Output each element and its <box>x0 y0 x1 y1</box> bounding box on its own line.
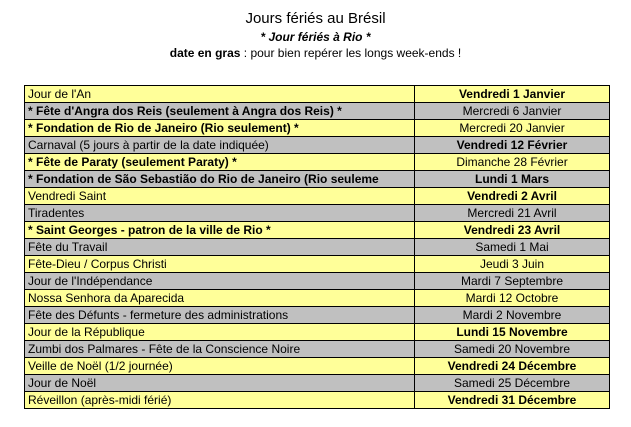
holiday-date-cell: Mercredi 20 Janvier <box>415 120 610 137</box>
holiday-date-cell: Vendredi 24 Décembre <box>415 358 610 375</box>
holiday-row <box>25 120 610 137</box>
holiday-date-cell: Jeudi 3 Juin <box>415 256 610 273</box>
holiday-date-cell: Mercredi 6 Janvier <box>415 103 610 120</box>
holiday-row <box>25 307 610 324</box>
holiday-row <box>25 375 610 392</box>
holiday-date-cell: Vendredi 31 Décembre <box>415 392 610 409</box>
holiday-row <box>25 171 610 188</box>
holiday-row <box>25 137 610 154</box>
holiday-name-cell: Carnaval (5 jours à partir de la date indiquée) <box>25 137 415 154</box>
legend-note-text: : pour bien repérer les longs week-ends ! <box>240 46 462 60</box>
holiday-row <box>25 205 610 222</box>
holiday-row <box>25 290 610 307</box>
holiday-date-cell: Mercredi 21 Avril <box>415 205 610 222</box>
page-title: Jours fériés au Brésil <box>245 10 386 27</box>
holiday-date-cell: Mardi 2 Novembre <box>415 307 610 324</box>
holiday-row <box>25 273 610 290</box>
page-subtitle: * Jour fériés à Rio * <box>260 30 371 44</box>
holiday-name-cell: Veille de Noël (1/2 journée) <box>25 358 415 375</box>
holiday-name-cell: Jour de l'An <box>25 86 415 103</box>
holiday-row <box>25 358 610 375</box>
holiday-row <box>25 103 610 120</box>
holiday-name-cell: Zumbi dos Palmares - Fête de la Conscience Noire <box>25 341 415 358</box>
holiday-name-cell: * Saint Georges - patron de la ville de Rio * <box>25 222 415 239</box>
holiday-date-cell: Lundi 15 Novembre <box>415 324 610 341</box>
holiday-date-cell: Samedi 1 Mai <box>415 239 610 256</box>
holiday-name-cell: * Fondation de São Sebastião do Rio de Janeiro (Rio seuleme <box>25 171 415 188</box>
holiday-row <box>25 341 610 358</box>
holiday-row <box>25 222 610 239</box>
holiday-name-cell: Réveillon (après-midi férié) <box>25 392 415 409</box>
holiday-row <box>25 256 610 273</box>
holiday-row <box>25 154 610 171</box>
holiday-name-cell: * Fête de Paraty (seulement Paraty) * <box>25 154 415 171</box>
holiday-date-cell: Vendredi 2 Avril <box>415 188 610 205</box>
holiday-row <box>25 324 610 341</box>
legend-note-bold: date en gras <box>169 46 241 60</box>
holiday-name-cell: Fête-Dieu / Corpus Christi <box>25 256 415 273</box>
holiday-name-cell: * Fête d'Angra dos Reis (seulement à Angra dos Reis) * <box>25 103 415 120</box>
holiday-name-cell: Fête du Travail <box>25 239 415 256</box>
holiday-date-cell: Vendredi 23 Avril <box>415 222 610 239</box>
holiday-row <box>25 86 610 103</box>
holiday-date-cell: Mardi 12 Octobre <box>415 290 610 307</box>
holiday-date-cell: Vendredi 12 Février <box>415 137 610 154</box>
holiday-date-cell: Mardi 7 Septembre <box>415 273 610 290</box>
holiday-row <box>25 188 610 205</box>
holiday-name-cell: Vendredi Saint <box>25 188 415 205</box>
holiday-name-cell: Fête des Défunts - fermeture des administrations <box>25 307 415 324</box>
holiday-name-cell: Jour de Noël <box>25 375 415 392</box>
holiday-name-cell: Nossa Senhora da Aparecida <box>25 290 415 307</box>
holiday-name-cell: Tiradentes <box>25 205 415 222</box>
holiday-name-cell: Jour de la République <box>25 324 415 341</box>
holiday-name-cell: Jour de l'Indépendance <box>25 273 415 290</box>
holiday-date-cell: Lundi 1 Mars <box>415 171 610 188</box>
holiday-date-cell: Samedi 20 Novembre <box>415 341 610 358</box>
holidays-table-body <box>25 86 610 409</box>
legend-note <box>0 46 631 61</box>
holiday-row <box>25 392 610 409</box>
holiday-date-cell: Vendredi 1 Janvier <box>415 86 610 103</box>
holiday-date-cell: Dimanche 28 Février <box>415 154 610 171</box>
holiday-row <box>25 239 610 256</box>
holiday-date-cell: Samedi 25 Décembre <box>415 375 610 392</box>
holidays-table <box>24 85 610 409</box>
holiday-name-cell: * Fondation de Rio de Janeiro (Rio seulement) * <box>25 120 415 137</box>
